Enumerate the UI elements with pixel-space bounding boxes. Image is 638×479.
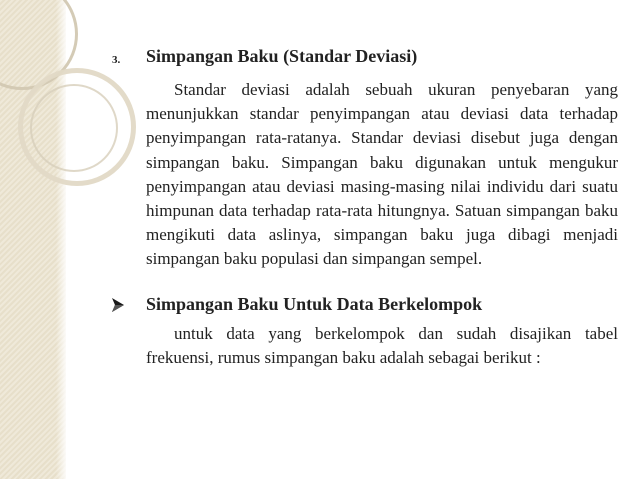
subsection-title: Simpangan Baku Untuk Data Berkelompok <box>146 293 483 314</box>
slide-content <box>112 44 618 370</box>
section-title: Simpangan Baku (Standar Deviasi) <box>146 46 418 66</box>
section-paragraph: Standar deviasi adalah sebuah ukuran penyebaran yang menunjukkan standar penyimpangan atau deviasi data terhadap penyimpangan rata-ratanya. Standar deviasi disebut juga dengan simpangan baku. Simpangan baku digunakan untuk mengukur penyimpangan atau deviasi masing-masing nilai individu dari suatu himpunan data terhadap rata-rata hitungnya. Satuan simpangan baku mengikuti data aslinya, simpangan baku juga dibagi menjadi simpangan baku populasi dan simpangan sempel. <box>146 80 618 269</box>
section-number: 3. <box>112 54 121 66</box>
decorative-side-band <box>0 0 66 479</box>
arrow-bullet-icon <box>112 298 124 312</box>
subsection-paragraph: untuk data yang berkelompok dan sudah disajikan tabel frekuensi, rumus simpangan baku adalah sebagai berikut : <box>146 323 618 367</box>
section-heading-row <box>112 44 618 74</box>
subsection-heading-row <box>112 294 618 322</box>
